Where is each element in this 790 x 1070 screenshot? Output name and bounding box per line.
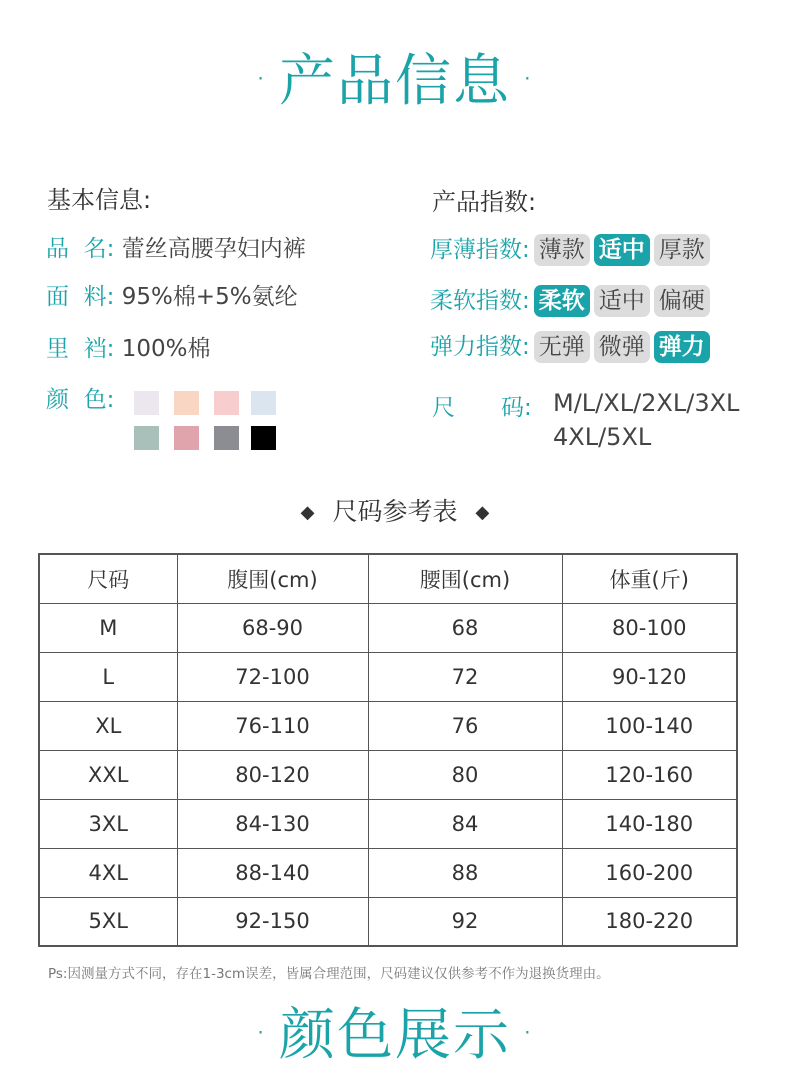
thickness-index-label: 厚薄指数: bbox=[430, 236, 530, 263]
color-swatch bbox=[214, 426, 239, 450]
table-cell: 68 bbox=[368, 603, 562, 652]
table-cell: 90-120 bbox=[562, 652, 737, 701]
color-swatch bbox=[174, 426, 199, 450]
thickness-index-row bbox=[430, 234, 710, 266]
title-dot-left: · bbox=[254, 1009, 269, 1056]
basic-info-heading: 基本信息: bbox=[47, 186, 152, 214]
table-row bbox=[39, 750, 737, 799]
table-cell: XL bbox=[39, 701, 177, 750]
table-cell: 4XL bbox=[39, 848, 177, 897]
product-info-title bbox=[0, 49, 790, 114]
size-note: Ps:因测量方式不同，存在1-3cm误差，皆属合理范围，尺码建议仅供参考不作为退换货理由。 bbox=[48, 966, 610, 982]
color-row bbox=[46, 389, 114, 412]
table-header-cell: 体重(斤) bbox=[562, 554, 737, 603]
table-header-cell: 尺码 bbox=[39, 554, 177, 603]
table-cell: 68-90 bbox=[177, 603, 368, 652]
elasticity-index-label: 弹力指数: bbox=[430, 333, 530, 360]
table-row bbox=[39, 848, 737, 897]
diamond-icon-left: ◆ bbox=[300, 502, 315, 523]
table-cell: 5XL bbox=[39, 897, 177, 946]
size-chart-table bbox=[38, 553, 738, 947]
color-swatch bbox=[251, 426, 276, 450]
table-header-row bbox=[39, 554, 737, 603]
product-name-value: 蕾丝高腰孕妇内裤 bbox=[121, 236, 306, 262]
table-row bbox=[39, 603, 737, 652]
table-cell: M bbox=[39, 603, 177, 652]
lining-value: 100%棉 bbox=[121, 336, 211, 362]
table-cell: 72 bbox=[368, 652, 562, 701]
color-swatch bbox=[134, 391, 159, 415]
color-swatch bbox=[174, 391, 199, 415]
table-cell: 120-160 bbox=[562, 750, 737, 799]
table-cell: 80-100 bbox=[562, 603, 737, 652]
table-cell: L bbox=[39, 652, 177, 701]
size-label bbox=[432, 389, 532, 422]
thickness-option: 厚款 bbox=[654, 234, 710, 266]
thickness-option: 薄款 bbox=[534, 234, 590, 266]
lining-row bbox=[46, 338, 210, 361]
fabric-value: 95%棉+5%氨纶 bbox=[121, 284, 298, 310]
size-table-title bbox=[0, 492, 790, 528]
product-name-row bbox=[46, 238, 306, 261]
elasticity-option-selected: 弹力 bbox=[654, 331, 710, 363]
color-display-title-text: 颜色展示 bbox=[279, 1003, 511, 1068]
size-label-b: 码: bbox=[501, 395, 532, 421]
color-display-title bbox=[0, 1003, 790, 1068]
softness-option: 偏硬 bbox=[654, 285, 710, 317]
softness-index-row bbox=[430, 285, 710, 317]
size-values-line1: M/L/XL/2XL/3XL bbox=[553, 389, 740, 417]
elasticity-option: 无弹 bbox=[534, 331, 590, 363]
table-header-cell: 腰围(cm) bbox=[368, 554, 562, 603]
elasticity-index-row bbox=[430, 331, 710, 363]
product-info-title-text: 产品信息 bbox=[279, 49, 511, 114]
table-row bbox=[39, 652, 737, 701]
table-cell: 84-130 bbox=[177, 799, 368, 848]
title-dot-left: · bbox=[254, 55, 269, 102]
product-name-label: 品 名: bbox=[46, 236, 115, 262]
softness-index-label: 柔软指数: bbox=[430, 287, 530, 314]
table-cell: 100-140 bbox=[562, 701, 737, 750]
table-row bbox=[39, 897, 737, 946]
softness-option-selected: 柔软 bbox=[534, 285, 590, 317]
table-cell: 80-120 bbox=[177, 750, 368, 799]
size-table-title-text: 尺码参考表 bbox=[332, 497, 458, 526]
table-cell: 80 bbox=[368, 750, 562, 799]
table-cell: 92 bbox=[368, 897, 562, 946]
table-cell: 180-220 bbox=[562, 897, 737, 946]
table-cell: XXL bbox=[39, 750, 177, 799]
size-label-a: 尺 bbox=[432, 395, 455, 421]
title-dot-right: · bbox=[521, 1009, 536, 1056]
table-cell: 140-180 bbox=[562, 799, 737, 848]
color-label: 颜 色: bbox=[46, 387, 115, 413]
lining-label: 里 裆: bbox=[46, 336, 115, 362]
fabric-row bbox=[46, 286, 298, 309]
table-cell: 88-140 bbox=[177, 848, 368, 897]
color-swatch bbox=[134, 426, 159, 450]
softness-option: 适中 bbox=[594, 285, 650, 317]
color-swatch bbox=[214, 391, 239, 415]
size-values-line2: 4XL/5XL bbox=[553, 423, 652, 451]
diamond-icon-right: ◆ bbox=[475, 502, 490, 523]
fabric-label: 面 料: bbox=[46, 284, 115, 310]
table-cell: 72-100 bbox=[177, 652, 368, 701]
table-cell: 76-110 bbox=[177, 701, 368, 750]
table-cell: 3XL bbox=[39, 799, 177, 848]
table-cell: 92-150 bbox=[177, 897, 368, 946]
thickness-option-selected: 适中 bbox=[594, 234, 650, 266]
table-cell: 84 bbox=[368, 799, 562, 848]
table-cell: 160-200 bbox=[562, 848, 737, 897]
elasticity-option: 微弹 bbox=[594, 331, 650, 363]
table-cell: 76 bbox=[368, 701, 562, 750]
table-cell: 88 bbox=[368, 848, 562, 897]
table-header-cell: 腹围(cm) bbox=[177, 554, 368, 603]
title-dot-right: · bbox=[521, 55, 536, 102]
table-row bbox=[39, 799, 737, 848]
color-swatch bbox=[251, 391, 276, 415]
product-index-heading: 产品指数: bbox=[432, 188, 537, 216]
table-row bbox=[39, 701, 737, 750]
